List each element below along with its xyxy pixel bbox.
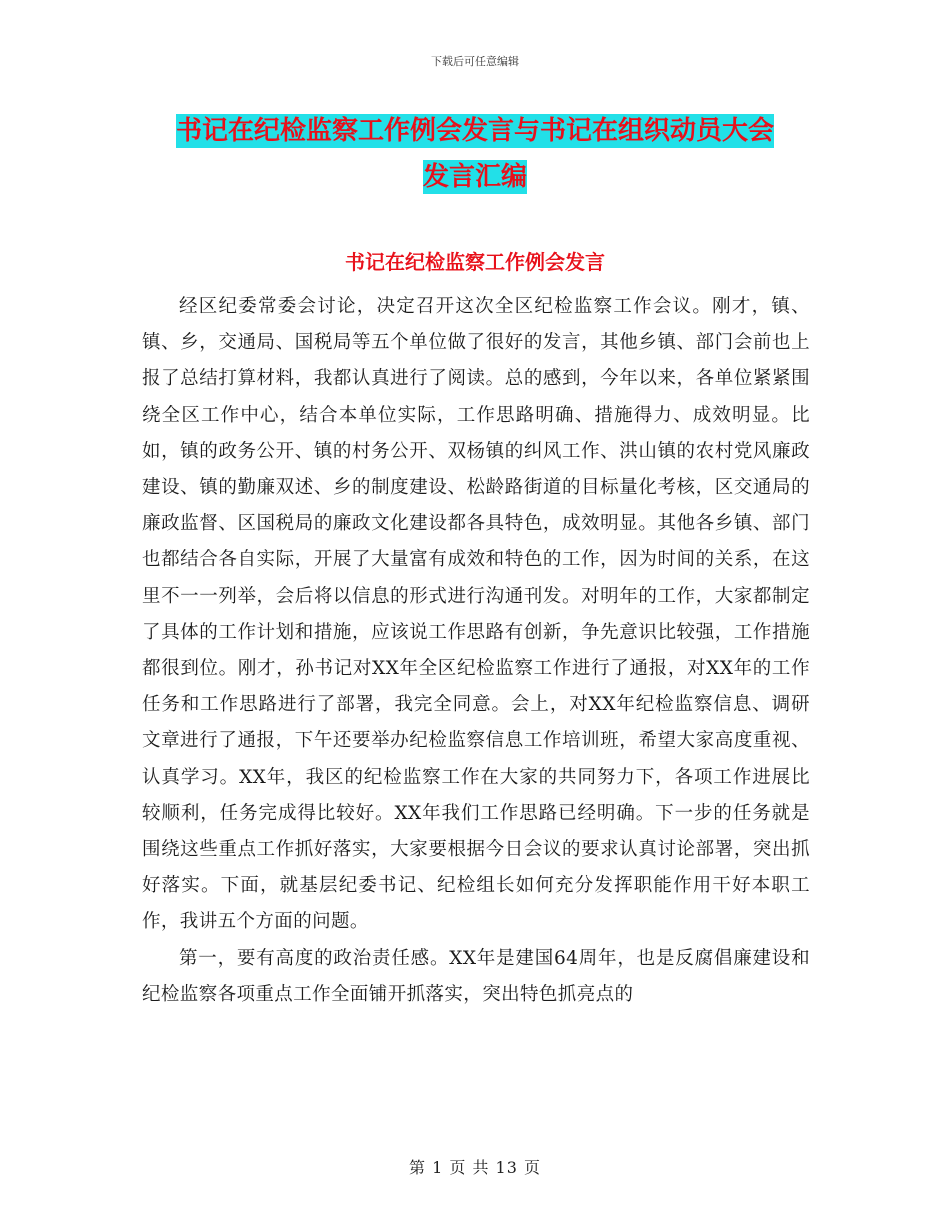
document-body (142, 289, 810, 1013)
header-note: 下载后可任意编辑 (431, 55, 519, 68)
document-title-line2: 发言汇编 (422, 162, 527, 192)
page-number: 第 1 页 共 13 页 (409, 1158, 541, 1177)
document-title (120, 108, 830, 200)
section-title: 书记在纪检监察工作例会发言 (345, 250, 605, 274)
body-paragraph: 第一，要有高度的政治责任感。XX年是建国64周年，也是反腐倡廉建设和纪检监察各项重点工作全面铺开抓落实，突出特色抓亮点的 (142, 947, 810, 1005)
body-paragraph: 经区纪委常委会讨论，决定召开这次全区纪检监察工作会议。刚才，镇、镇、乡，交通局、国税局等五个单位做了很好的发言，其他乡镇、部门会前也上报了总结打算材料，我都认真进行了阅读。总的感到，今年以来，各单位紧紧围绕全区工作中心，结合本单位实际，工作思路明确、措施得力、成效明显。比如，镇的政务公开、镇的村务公开、双杨镇的纠风工作、洪山镇的农村党风廉政建设、镇的勤廉双述、乡的制度建设、松龄路街道的目标量化考核，区交通局的廉政监督、区国税局的廉政文化建设都各具特色，成效明显。其他各乡镇、部门也都结合各自实际，开展了大量富有成效和特色的工作，因为时间的关系，在这里不一一列举，会后将以信息的形式进行沟通刊发。对明年的工作，大家都制定了具体的工作计划和措施，应该说工作思路有创新，争先意识比较强，工作措施都很到位。刚才，孙书记对XX年全区纪检监察工作进行了通报，对XX年的工作任务和工作思路进行了部署，我完全同意。会上，对XX年纪检监察信息、调研文章进行了通报，下午还要举办纪检监察信息工作培训班，希望大家高度重视、认真学习。XX年，我区的纪检监察工作在大家的共同努力下，各项工作进展比较顺利，任务完成得比较好。XX年我们工作思路已经明确。下一步的任务就是围绕这些重点工作抓好落实，大家要根据今日会议的要求认真讨论部署，突出抓好落实。下面，就基层纪委书记、纪检组长如何充分发挥职能作用干好本职工作，我讲五个方面的问题。 (142, 296, 810, 933)
document-title-line1: 书记在纪检监察工作例会发言与书记在组织动员大会 (175, 116, 774, 146)
